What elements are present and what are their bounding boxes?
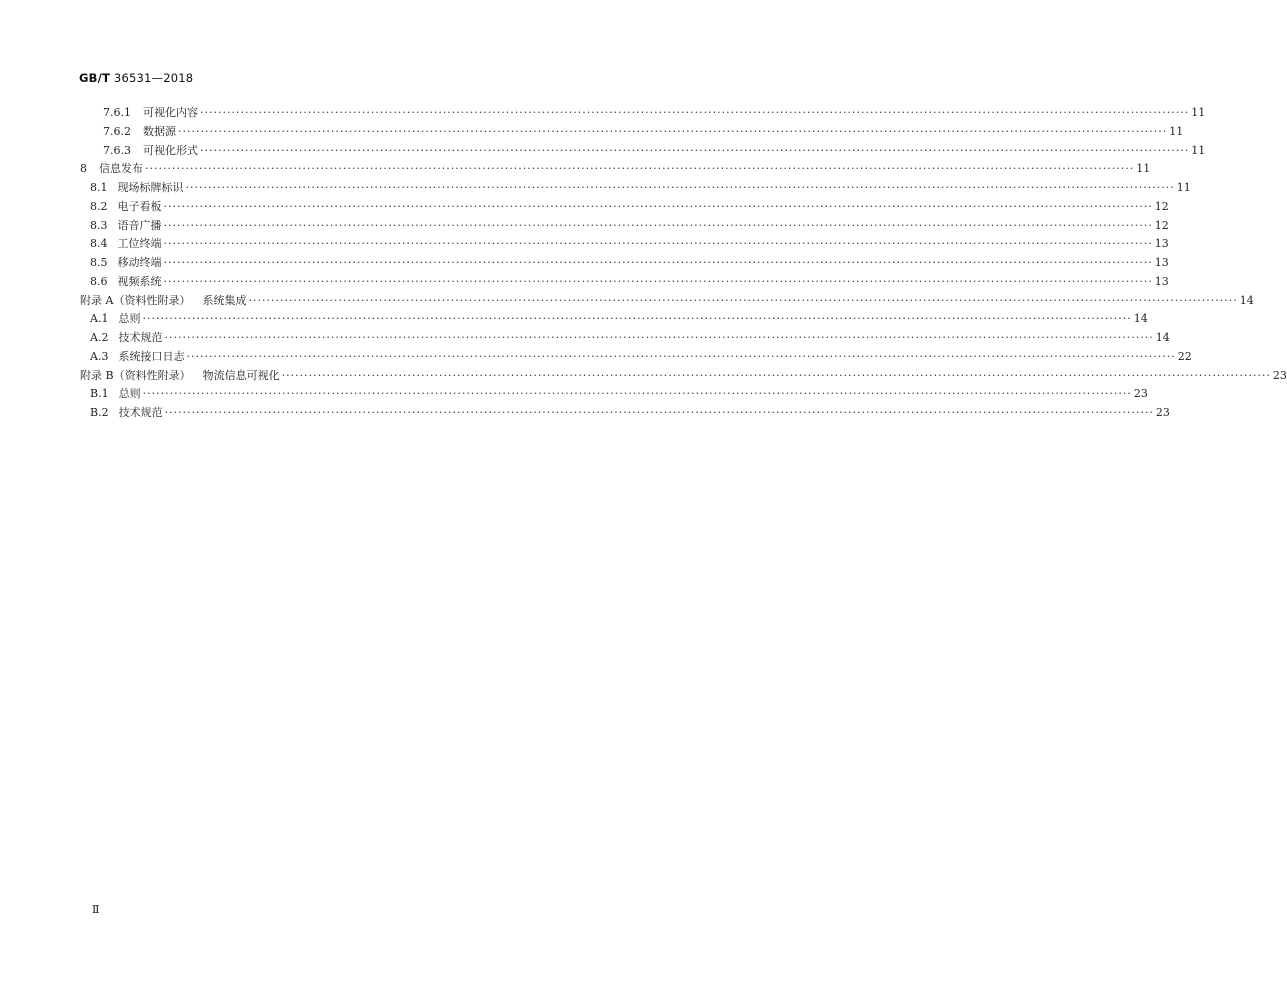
toc-entry-number: 8.2 xyxy=(90,199,108,213)
toc-entry-number: 附录 B（资料性附录） xyxy=(80,368,191,382)
toc-entry[interactable] xyxy=(80,293,1254,308)
toc-entry-number: 8.5 xyxy=(90,256,108,269)
toc-leader-dots: ···························································································································································································································· xyxy=(200,106,1190,119)
toc-entry[interactable] xyxy=(80,368,1287,383)
toc-entry-number: 8 xyxy=(80,162,87,176)
toc-leader-dots: ···························································································································································································································· xyxy=(248,293,1238,307)
toc-entry-page: 12 xyxy=(1154,218,1169,232)
toc-entry[interactable] xyxy=(90,181,1191,195)
toc-entry-page: 14 xyxy=(1239,293,1254,307)
toc-entry-page: 14 xyxy=(1155,331,1170,344)
toc-entry-page: 22 xyxy=(1177,349,1192,363)
toc-leader-dots: ···························································································································································································································· xyxy=(163,274,1153,288)
toc-entry-number: 7.6.3 xyxy=(103,143,131,157)
toc-entry[interactable] xyxy=(90,387,1148,401)
toc-entry-number: B.2 xyxy=(90,406,109,419)
standard-prefix: GB/T xyxy=(79,71,111,85)
toc-leader-dots: ···························································································································································································································· xyxy=(142,387,1132,401)
toc-leader-dots: ···························································································································································································································· xyxy=(163,199,1153,213)
toc-entry-page: 11 xyxy=(1176,181,1191,194)
toc-entry-title: 技术规范 xyxy=(118,331,163,344)
toc-entry-number: A.1 xyxy=(90,312,109,326)
toc-entry[interactable] xyxy=(90,406,1170,420)
toc-leader-dots: ···························································································································································································································· xyxy=(281,368,1271,382)
toc-entry[interactable] xyxy=(90,256,1169,270)
toc-entry[interactable] xyxy=(90,331,1170,345)
toc-leader-dots: ···························································································································································································································· xyxy=(164,406,1154,419)
toc-entry-title: 总则 xyxy=(118,387,141,401)
toc-entry-page: 23 xyxy=(1133,387,1148,401)
toc-entry-page: 13 xyxy=(1154,256,1169,269)
toc-entry[interactable] xyxy=(103,106,1206,120)
toc-entry-page: 13 xyxy=(1154,274,1169,288)
toc-entry-title: 语音广播 xyxy=(117,218,162,232)
toc-entry[interactable] xyxy=(103,124,1184,139)
toc-leader-dots: ···························································································································································································································· xyxy=(164,331,1154,344)
toc-entry-page: 11 xyxy=(1169,124,1184,138)
toc-entry-page: 12 xyxy=(1154,199,1169,213)
toc-entry-page: 11 xyxy=(1191,143,1206,157)
toc-entry-number: 8.3 xyxy=(90,218,108,232)
toc-entry-title: 可视化形式 xyxy=(143,143,198,157)
toc-entry-number: 8.6 xyxy=(90,274,108,288)
toc-entry-title: 系统接口日志 xyxy=(118,349,185,363)
toc-entry[interactable] xyxy=(90,274,1169,289)
toc-leader-dots: ···························································································································································································································· xyxy=(185,181,1175,194)
toc-entry[interactable] xyxy=(90,312,1148,326)
toc-entry-title: 技术规范 xyxy=(118,406,163,419)
toc-entry-title: 电子看板 xyxy=(117,199,162,213)
toc-entry-page: 23 xyxy=(1155,406,1170,419)
toc-entry-number: 8.1 xyxy=(90,181,108,194)
toc-leader-dots: ···························································································································································································································· xyxy=(186,349,1176,363)
toc-leader-dots: ···························································································································································································································· xyxy=(163,218,1153,232)
toc-entry-title: 可视化内容 xyxy=(143,106,198,119)
toc-entry-title: 系统集成 xyxy=(202,293,247,307)
document-header xyxy=(79,71,193,85)
toc-entry-page: 23 xyxy=(1272,368,1287,382)
toc-leader-dots: ···························································································································································································································· xyxy=(178,124,1168,138)
toc-entry-page: 13 xyxy=(1154,237,1169,251)
toc-entry-number: A.3 xyxy=(90,349,109,363)
toc-entry-number: 8.4 xyxy=(90,237,108,251)
toc-entry-page: 11 xyxy=(1136,162,1151,176)
toc-entry[interactable] xyxy=(90,218,1169,233)
toc-entry[interactable] xyxy=(90,199,1169,214)
toc-entry-title: 工位终端 xyxy=(117,237,162,251)
toc-leader-dots: ···························································································································································································································· xyxy=(142,312,1132,326)
toc-entry-title: 信息发布 xyxy=(99,162,143,176)
toc-leader-dots: ···························································································································································································································· xyxy=(145,162,1135,176)
toc-leader-dots: ···························································································································································································································· xyxy=(200,143,1190,157)
toc-entry-title: 数据源 xyxy=(143,124,176,138)
page-number: Ⅱ xyxy=(92,903,100,916)
toc-entry-title: 移动终端 xyxy=(117,256,162,269)
toc-entry-page: 14 xyxy=(1133,312,1148,326)
standard-code: 36531—2018 xyxy=(113,71,194,85)
toc-entry-number: A.2 xyxy=(90,331,109,344)
toc-entry[interactable] xyxy=(80,162,1151,176)
toc-entry-number: 7.6.1 xyxy=(103,106,131,119)
toc-entry-title: 总则 xyxy=(118,312,141,326)
toc-entry-number: 7.6.2 xyxy=(103,124,131,138)
toc-entry-title: 视频系统 xyxy=(117,274,162,288)
toc-leader-dots: ···························································································································································································································· xyxy=(163,237,1153,251)
toc-entry[interactable] xyxy=(90,349,1192,364)
toc-entry[interactable] xyxy=(103,143,1206,158)
toc-entry-number: B.1 xyxy=(90,387,109,401)
toc-entry-number: 附录 A（资料性附录） xyxy=(80,293,191,307)
toc-entry-title: 物流信息可视化 xyxy=(202,368,280,382)
toc-entry-page: 11 xyxy=(1191,106,1206,119)
toc-leader-dots: ···························································································································································································································· xyxy=(163,256,1153,269)
toc-entry[interactable] xyxy=(90,237,1169,251)
toc-entry-title: 现场标牌标识 xyxy=(117,181,184,194)
